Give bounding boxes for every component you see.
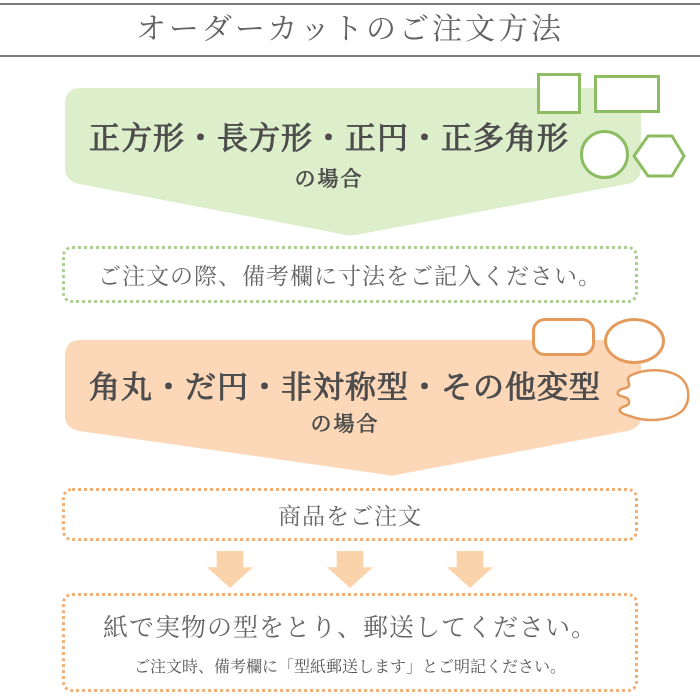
header-rule-top	[0, 3, 700, 5]
page-title: オーダーカットのご注文方法	[135, 13, 565, 46]
mail-step-note: ご注文時、備考欄に「型紙郵送します」とご明記ください。	[133, 659, 566, 676]
dimension-note-box	[62, 246, 638, 303]
order-step-text: 商品をご注文	[278, 503, 422, 529]
green-case-heading: 正方形・長方形・正円・正多角形	[89, 121, 569, 156]
orange-case-heading: 角丸・だ円・非対称型・その他変型	[89, 370, 601, 405]
orange-case-subheading: の場合	[310, 413, 380, 436]
mail-step-text: 紙で実物の型をとり、郵送してください。	[102, 614, 597, 642]
down-arrow-icon	[327, 551, 373, 588]
dimension-note-text: ご注文の際、備考欄に寸法をご記入ください。	[98, 263, 602, 289]
rounded-rectangle-icon	[532, 318, 595, 356]
order-step-box	[62, 488, 638, 541]
down-arrow-icon	[447, 551, 493, 588]
green-case-subheading: の場合	[294, 168, 364, 191]
hexagon-icon	[632, 134, 686, 178]
down-arrow-icon	[207, 551, 253, 588]
irregular-shape-icon	[608, 366, 692, 424]
circle-icon	[580, 130, 629, 179]
rectangle-icon	[594, 75, 660, 113]
header-rule-bottom	[0, 55, 700, 57]
square-icon	[537, 73, 581, 114]
mail-step-box	[62, 593, 638, 692]
ellipse-icon	[604, 318, 665, 364]
